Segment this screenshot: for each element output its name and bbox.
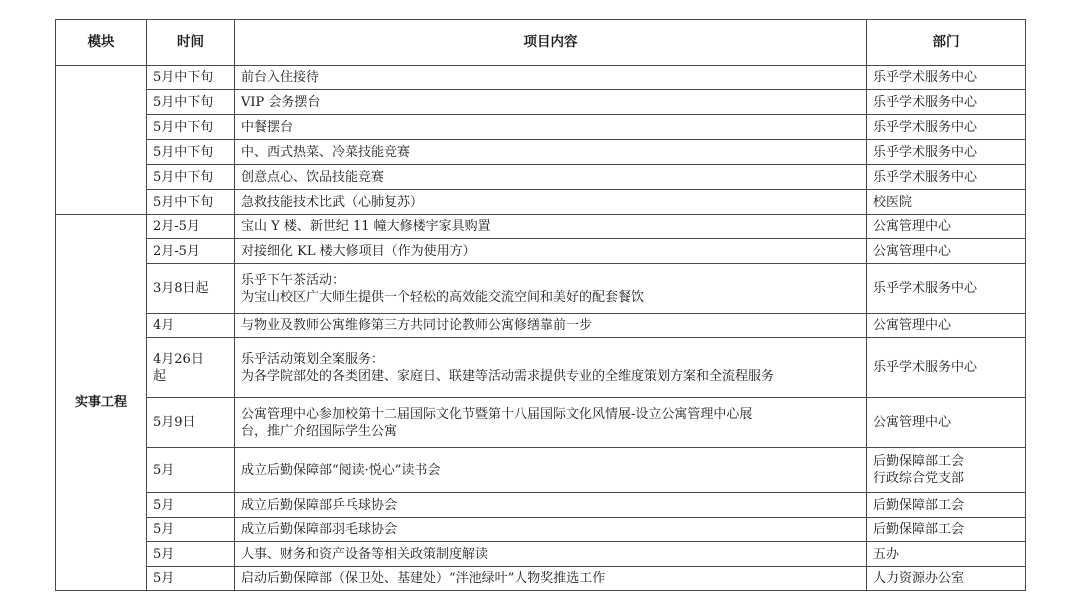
time-cell-line: 5月 [153, 546, 175, 562]
table-row [56, 239, 1026, 264]
content-cell [235, 493, 867, 518]
time-cell [147, 140, 235, 165]
time-cell [147, 264, 235, 314]
time-cell-line: 5月 [153, 462, 175, 478]
dept-cell-line: 公寓管理中心 [873, 318, 952, 333]
content-cell [235, 264, 867, 314]
dept-cell-line: 公寓管理中心 [873, 415, 952, 430]
time-cell-line: 2月-5月 [153, 219, 200, 234]
time-cell [147, 448, 235, 493]
content-cell [235, 66, 867, 90]
content-cell-line: 乐乎活动策划全案服务： [241, 351, 385, 367]
content-cell-line: 成立后勤保障部乒乓球协会 [241, 497, 398, 513]
module-cell [56, 66, 147, 215]
dept-cell [867, 567, 1026, 591]
time-cell [147, 215, 235, 239]
dept-cell-line: 乐乎学术服务中心 [873, 169, 978, 185]
table-row [56, 314, 1026, 338]
dept-cell [867, 190, 1026, 215]
time-cell [147, 239, 235, 264]
time-cell-line: 2月-5月 [153, 243, 200, 259]
dept-cell-line: 后勤保障部工会 [873, 522, 965, 537]
content-cell-line: 乐乎下午茶活动： [241, 272, 346, 288]
content-cell [235, 542, 867, 567]
time-cell-line: 起 [153, 368, 167, 384]
dept-cell [867, 338, 1026, 398]
module-cell: 实事工程 [56, 215, 147, 591]
time-cell [147, 165, 235, 190]
time-cell-line: 5月9日 [153, 415, 196, 430]
header-time: 时间 [147, 20, 235, 66]
content-cell-line: 与物业及教师公寓维修第三方共同讨论教师公寓修缮靠前一步 [241, 318, 593, 333]
table-row [56, 66, 1026, 90]
content-cell [235, 314, 867, 338]
content-cell [235, 448, 867, 493]
table-row [56, 338, 1026, 398]
dept-cell-line: 行政综合党支部 [873, 471, 965, 486]
time-cell-line: 4月 [153, 318, 175, 333]
header-module: 模块 [56, 20, 147, 66]
dept-cell [867, 518, 1026, 542]
time-cell [147, 518, 235, 542]
content-cell [235, 239, 867, 264]
content-cell-line: 人事、财务和资产设备等相关政策制度解读 [241, 546, 489, 562]
dept-cell-line: 人力资源办公室 [873, 571, 965, 586]
content-cell-line: 为宝山校区广大师生提供一个轻松的高效能交流空间和美好的配套餐饮 [241, 289, 645, 305]
time-cell [147, 190, 235, 215]
table-row [56, 448, 1026, 493]
table-row [56, 140, 1026, 165]
header-content: 项目内容 [235, 20, 867, 66]
dept-cell-line: 乐乎学术服务中心 [873, 281, 978, 296]
time-cell-line: 5月中下旬 [153, 70, 214, 85]
dept-cell-line: 乐乎学术服务中心 [873, 144, 978, 160]
table-row [56, 115, 1026, 140]
time-cell-line: 5月中下旬 [153, 194, 214, 210]
schedule-table [55, 19, 1026, 591]
dept-cell [867, 90, 1026, 115]
content-cell-line: 启动后勤保障部（保卫处、基建处）“泮池绿叶”人物奖推选工作 [241, 571, 606, 586]
time-cell-line: 5月 [153, 571, 175, 586]
content-cell-line: 中餐摆台 [241, 119, 294, 135]
dept-cell [867, 165, 1026, 190]
content-cell-line: 为各学院部处的各类团建、家庭日、联建等活动需求提供专业的全维度策划方案和全流程服务 [241, 368, 775, 384]
content-cell [235, 567, 867, 591]
dept-cell [867, 239, 1026, 264]
dept-cell [867, 264, 1026, 314]
time-cell-line: 5月 [153, 497, 175, 513]
content-cell-line: 急救技能技术比武（心肺复苏） [241, 194, 424, 210]
content-cell [235, 398, 867, 448]
time-cell [147, 398, 235, 448]
dept-cell [867, 140, 1026, 165]
content-cell-line: VIP 会务摆台 [241, 94, 321, 110]
dept-cell-line: 五办 [873, 546, 900, 562]
time-cell-line: 4月26日 [153, 351, 204, 367]
content-cell-line: 前台入住接待 [241, 70, 320, 85]
time-cell-line: 5月中下旬 [153, 144, 214, 160]
header-row [56, 20, 1026, 66]
dept-cell-line: 乐乎学术服务中心 [873, 360, 978, 375]
table-row [56, 542, 1026, 567]
dept-cell-line: 后勤保障部工会 [873, 454, 965, 469]
dept-cell [867, 448, 1026, 493]
time-cell [147, 542, 235, 567]
dept-cell-line: 公寓管理中心 [873, 243, 952, 259]
table-row [56, 190, 1026, 215]
content-cell [235, 338, 867, 398]
table-row [56, 264, 1026, 314]
content-cell-line: 宝山 Y 楼、新世纪 11 幢大修楼宇家具购置 [241, 219, 491, 234]
dept-cell-line: 乐乎学术服务中心 [873, 70, 978, 85]
time-cell-line: 5月 [153, 522, 175, 537]
content-cell-line: 台，推广介绍国际学生公寓 [241, 423, 398, 439]
content-cell-line: 中、西式热菜、冷菜技能竞赛 [241, 144, 411, 160]
content-cell [235, 140, 867, 165]
dept-cell [867, 493, 1026, 518]
content-cell-line: 成立后勤保障部羽毛球协会 [241, 522, 398, 537]
content-cell-line: 成立后勤保障部“阅读·悦心”读书会 [241, 462, 441, 478]
time-cell-line: 5月中下旬 [153, 119, 214, 135]
content-cell [235, 190, 867, 215]
dept-cell-line: 乐乎学术服务中心 [873, 119, 978, 135]
content-cell [235, 115, 867, 140]
table-row [56, 567, 1026, 591]
content-cell [235, 90, 867, 115]
time-cell [147, 90, 235, 115]
dept-cell-line: 公寓管理中心 [873, 219, 952, 234]
dept-cell-line: 后勤保障部工会 [873, 497, 965, 513]
time-cell [147, 115, 235, 140]
table-row [56, 518, 1026, 542]
time-cell-line: 5月中下旬 [153, 169, 214, 185]
table-row [56, 215, 1026, 239]
time-cell [147, 314, 235, 338]
content-cell [235, 215, 867, 239]
content-cell-line: 创意点心、饮品技能竞赛 [241, 169, 385, 185]
time-cell-line: 5月中下旬 [153, 94, 214, 110]
header-dept: 部门 [867, 20, 1026, 66]
time-cell [147, 66, 235, 90]
content-cell [235, 518, 867, 542]
table-row [56, 90, 1026, 115]
time-cell [147, 493, 235, 518]
dept-cell [867, 398, 1026, 448]
table-row [56, 398, 1026, 448]
time-cell [147, 567, 235, 591]
dept-cell [867, 542, 1026, 567]
content-cell [235, 165, 867, 190]
time-cell-line: 3月8日起 [153, 281, 209, 296]
dept-cell-line: 校医院 [873, 194, 913, 210]
content-cell-line: 对接细化 KL 楼大修项目（作为使用方） [241, 243, 476, 259]
content-cell-line: 公寓管理中心参加校第十二届国际文化节暨第十八届国际文化风情展-设立公寓管理中心展 [241, 406, 753, 422]
table-row [56, 165, 1026, 190]
dept-cell [867, 66, 1026, 90]
dept-cell [867, 314, 1026, 338]
dept-cell [867, 115, 1026, 140]
dept-cell [867, 215, 1026, 239]
table-row [56, 493, 1026, 518]
time-cell [147, 338, 235, 398]
dept-cell-line: 乐乎学术服务中心 [873, 94, 978, 110]
